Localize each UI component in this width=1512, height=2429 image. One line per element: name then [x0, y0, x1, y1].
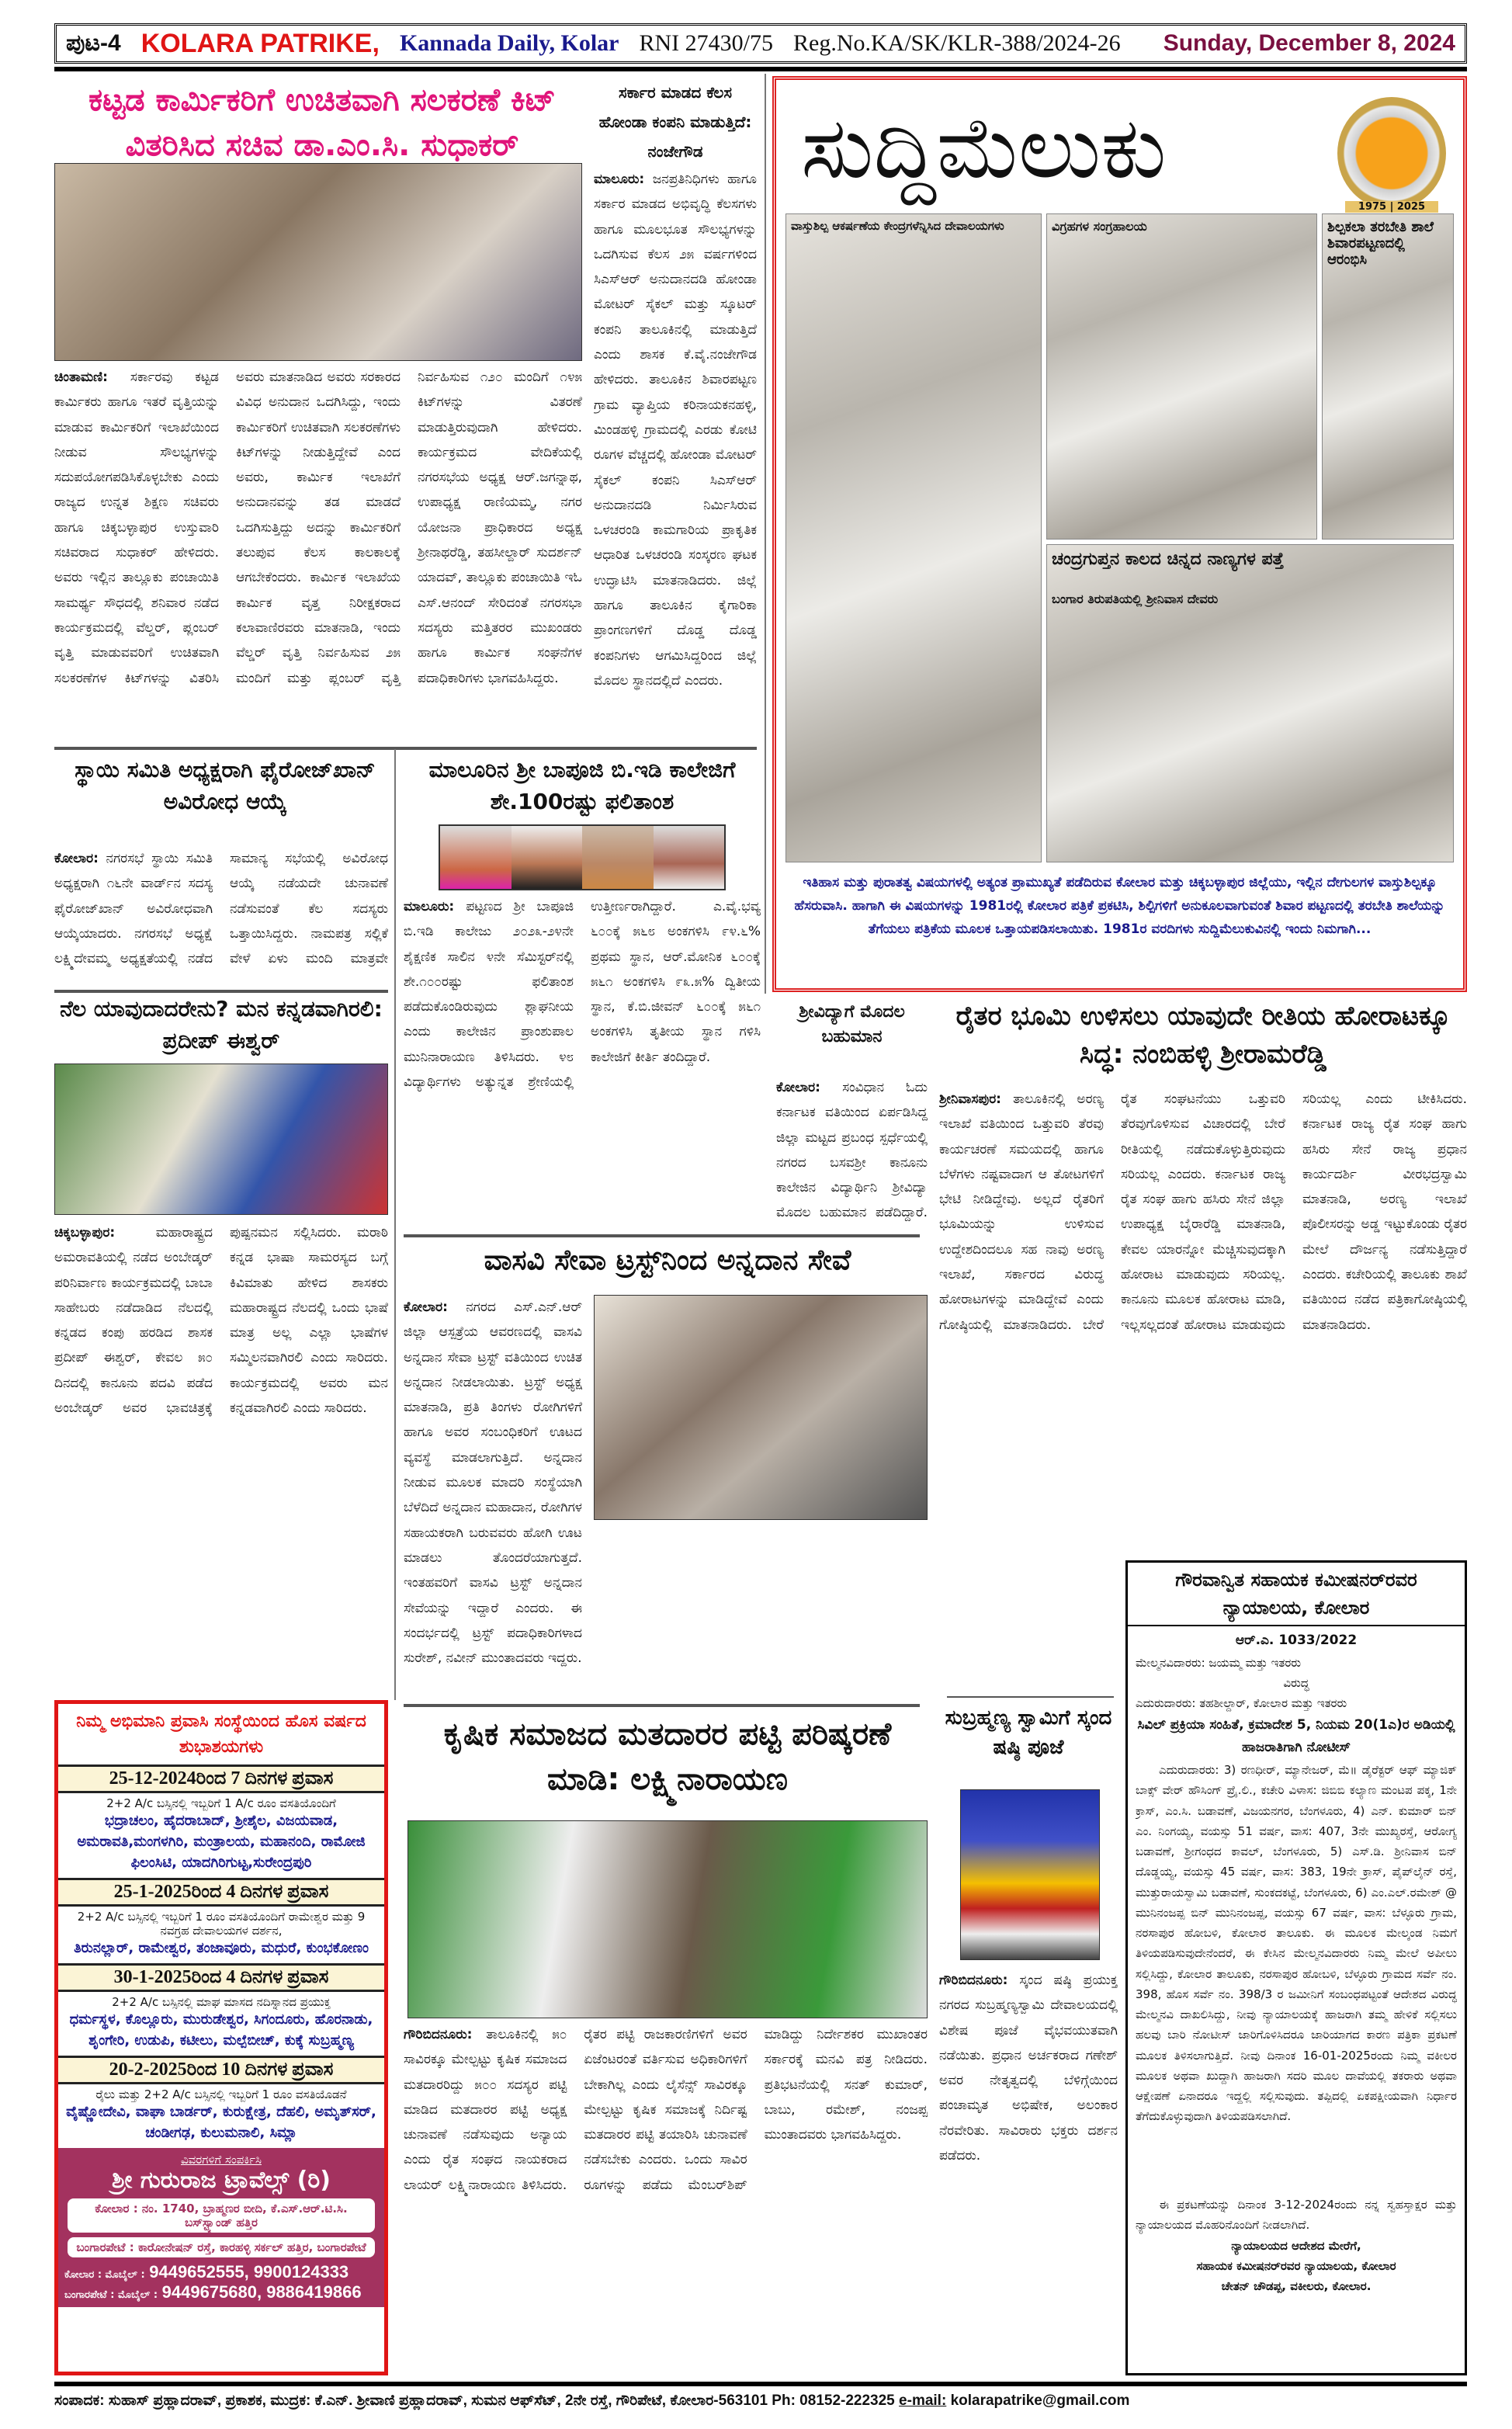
court-notice: [1125, 1560, 1467, 2375]
story6-body-left: [404, 1295, 582, 1691]
story9-dateline: ಗೌರಿಬಿದನೂರು:: [404, 2027, 473, 2042]
tour-date: 20-2-2025ರಿಂದ 10 ದಿನಗಳ ಪ್ರವಾಸ: [58, 2056, 384, 2084]
email-label: e-mail:: [899, 2393, 947, 2409]
story10-dateline: ಗೌರಿಬಿದನೂರು:: [939, 1973, 1008, 1988]
tour-desc: 2+2 A/c ಬಸ್ಸಿನಲ್ಲಿ ಇಬ್ಬರಿಗೆ 1 ರೂಂ ವಸತಿಯೊಂದಿಗೆ ರಾಮೇಶ್ವರ ಮತ್ತು 9 ನವಗ್ರಹ ದೇವಾಲಯಗಳ ದರ್ಶನ,: [77, 1910, 366, 1938]
paper-subtitle: Kannada Daily, Kolar: [399, 30, 619, 56]
student-photo: [512, 826, 583, 889]
story2-text: ಜನಪ್ರತಿನಿಧಿಗಳು ಹಾಗೂ ಸರ್ಕಾರ ಮಾಡದ ಅಭಿವೃದ್ಧಿ ಕೆಲಸಗಳು ಹಾಗೂ ಮೂಲಭೂತ ಸೌಲಭ್ಯಗಳನ್ನು ಒದಗಿಸುವ ಕೆಲಸ ೨೫ ವರ್ಷಗಳಿಂದ ಸಿಎಸ್‌ಆರ್ ಅನುದಾನದಡಿ ಹೋಂಡಾ ಮೋಟರ್ ಸೈಕಲ್ ಮತ್ತು ಸ್ಕೂಟರ್ ಕಂಪನಿ ತಾಲೂಕಿನಲ್ಲಿ ಮಾಡುತ್ತಿದೆ ಎಂದು ಶಾಸಕ ಕೆ.ವೈ.ನಂಜೇಗೌಡ ಹೇಳಿದರು. ತಾಲೂಕಿನ ಶಿವಾರಪಟ್ಟಣ ಗ್ರಾಮ ವ್ಯಾಪ್ತಿಯ ಕರಿನಾಯಕನಹಳ್ಳಿ, ಮಿಂಡಹಳ್ಳಿ ಗ್ರಾಮದಲ್ಲಿ ಎರಡು ಕೋಟಿ ರೂಗಳ ವೆಚ್ಚದಲ್ಲಿ ಹೋಂಡಾ ಮೋಟರ್ ಸೈಕಲ್ ಕಂಪನಿ ಸಿಎಸ್‌ಆರ್ ಅನುದಾನದಡಿ ನಿರ್ಮಿಸಿರುವ ಒಳಚರಂಡಿ ಕಾಮಗಾರಿಯ ಪ್ರಾಕೃತಿಕ ಆಧಾರಿತ ಒಳಚರಂಡಿ ಸಂಸ್ಕರಣ ಘಟಕ ಉದ್ಘಾಟಿಸಿ ಮಾತನಾಡಿದರು. ಜಿಲ್ಲೆ ಹಾಗೂ ತಾಲೂಕಿನ ಕೈಗಾರಿಕಾ ಪ್ರಾಂಗಣಗಳಿಗೆ ದೊಡ್ಡ ದೊಡ್ಡ ಕಂಪನಿಗಳು ಆಗಮಿಸಿದ್ದರಿಂದ ಜಿಲ್ಲೆ ಮೊದಲ ಸ್ಥಾನದಲ್ಲಿದೆ ಎಂದರು.: [594, 172, 757, 689]
section-rule: [404, 1234, 920, 1237]
story10-body: [939, 1968, 1118, 2372]
story10-headline: ಸುಬ್ರಹ್ಮಣ್ಯ ಸ್ವಾಮಿಗೆ ಸ್ಕಂದ ಷಷ್ಠಿ ಪೂಜೆ: [945, 1706, 1112, 1759]
paper-name: KOLARA PATRIKE,: [140, 28, 380, 58]
student-photo: [440, 826, 512, 889]
story5-body: [54, 1220, 388, 1686]
company-name: ಶ್ರೀ ಗುರುರಾಜ ಟ್ರಾವೆಲ್ಸ್ (ರಿ): [112, 2167, 331, 2194]
tour-date: 25-1-2025ರಿಂದ 4 ದಿನಗಳ ಪ್ರವಾಸ: [58, 1878, 384, 1907]
section-rule: [947, 1696, 1114, 1698]
tour-desc: ರೈಲು ಮತ್ತು 2+2 A/c ಬಸ್ಸಿನಲ್ಲಿ ಇಬ್ಬರಿಗೆ 1 ರೂಂ ವಸತಿಯೊಡನೆ: [95, 2087, 347, 2101]
tour-date: 30-1-2025ರಿಂದ 4 ದಿನಗಳ ಪ್ರವಾಸ: [58, 1963, 384, 1992]
student-photo: [582, 826, 654, 889]
notice-advocate: ಚೇತನ್ ಚೌಡಪ್ಪ, ವಕೀಲರು, ಕೋಲಾರ.: [1221, 2279, 1372, 2293]
story5-photo: [54, 1064, 388, 1215]
story4-headline: ಮಾಲೂರಿನ ಶ್ರೀ ಬಾಪೂಜಿ ಬಿ.ಇಡಿ ಕಾಲೇಜಿಗೆ ಶೇ.100ರಷ್ಟು ಫಲಿತಾಂಶ: [428, 757, 736, 814]
suddi-melukku-box: [772, 76, 1467, 992]
phone-numbers[interactable]: 9449675680, 9886419866: [161, 2282, 362, 2302]
story8-body: [939, 1087, 1467, 1553]
clipping-gold-coins-title: ಚಂದ್ರಗುಪ್ತನ ಕಾಲದ ಚಿನ್ನದ ನಾಣ್ಯಗಳ ಪತ್ತೆ: [1052, 550, 1285, 569]
respondents: ಎದುರುದಾರರು: ತಹಶೀಲ್ದಾರ್, ಕೋಲಾರ ಮತ್ತು ಇತರರು: [1136, 1696, 1347, 1711]
clipping-idols: ವಿಗ್ರಹಗಳ ಸಂಗ್ರಹಾಲಯ: [1046, 213, 1317, 540]
case-number: ಆರ್.ಎ. 1033/2022: [1235, 1633, 1358, 1648]
phone-label: ಬಂಗಾರಪೇಟೆ : ಮೊಬೈಲ್ :: [64, 2289, 158, 2301]
page-number: ಪುಟ-4: [66, 30, 121, 56]
column-divider: [394, 749, 396, 1700]
notice-issued: ಈ ಪ್ರಕಟಣೆಯನ್ನು ದಿನಾಂಕ 3-12-2024ರಂದು ನನ್ನ ಸ್ವಹಸ್ತಾಕ್ಷರ ಮತ್ತು ನ್ಯಾಯಾಲಯದ ಮೊಹರಿನೊಂದಿಗೆ ನೀಡಲಾಗಿದೆ.: [1136, 2198, 1457, 2233]
story6-dateline: ಕೋಲಾರ:: [404, 1300, 448, 1315]
story3-body: [54, 846, 388, 986]
story5-headline: ನೆಲ ಯಾವುದಾದರೇನು? ಮನ ಕನ್ನಡವಾಗಿರಲಿ: ಪ್ರದೀಪ್ ಈಶ್ವರ್: [60, 996, 383, 1053]
story2-headline: ಸರ್ಕಾರ ಮಾಡದ ಕೆಲಸ ಹೋಂಡಾ ಕಂಪನಿ ಮಾಡುತ್ತಿದೆ: ನಂಜೇಗೌಡ: [598, 83, 752, 161]
story1-text: ಸರ್ಕಾರವು ಕಟ್ಟಡ ಕಾರ್ಮಿಕರು ಹಾಗೂ ಇತರೆ ವೃತ್ತಿಯನ್ನು ಮಾಡುವ ಕಾರ್ಮಿಕರಿಗೆ ಇಲಾಖೆಯಿಂದ ನೀಡುವ ಸೌಲಭ್ಯಗಳನ್ನು ಸದುಪಯೋಗಪಡಿಸಿಕೊಳ್ಳಬೇಕು ಎಂದು ರಾಜ್ಯದ ಉನ್ನತ ಶಿಕ್ಷಣ ಸಚಿವರು ಹಾಗೂ ಚಿಕ್ಕಬಳ್ಳಾಪುರ ಉಸ್ತುವಾರಿ ಸಚಿವರಾದ ಸುಧಾಕರ್ ಹೇಳಿದರು. ಅವರು ಇಲ್ಲಿನ ತಾಲ್ಲೂಕು ಪಂಚಾಯಿತಿ ಸಾಮರ್ಥ್ಯ ಸೌಧದಲ್ಲಿ ಶನಿವಾರ ನಡೆದ ಕಾರ್ಯಕ್ರಮದಲ್ಲಿ ವೆಲ್ಡರ್, ಪ್ಲಂಬರ್ ವೃತ್ತಿ ಮಾಡುವವರಿಗೆ ಉಚಿತವಾಗಿ ಸಲಕರಣೆಗಳ ಕಿಟ್‌ಗಳನ್ನು ವಿತರಿಸಿ ಅವರು ಮಾತನಾಡಿದ ಅವರು ಸರಕಾರದ ವಿವಿಧ ಅನುದಾನ ಒದಗಿಸಿದ್ದು, ಇಂದು ಕಾರ್ಮಿಕರಿಗೆ ಉಚಿತವಾಗಿ ಸಲಕರಣೆಗಳು ಕಿಟ್‌ಗಳನ್ನು ನೀಡುತ್ತಿದ್ದೇವೆ ಎಂದ ಅವರು, ಕಾರ್ಮಿಕ ಇಲಾಖೆಗೆ ಅನುದಾನವನ್ನು ತಡ ಮಾಡದೆ ಒದಗಿಸುತ್ತಿದ್ದು ಅದನ್ನು ಕಾರ್ಮಿಕರಿಗೆ ತಲುಪುವ ಕೆಲಸ ಕಾಲಕಾಲಕ್ಕೆ ಆಗಬೇಕೆಂದರು. ಕಾರ್ಮಿಕ ಇಲಾಖೆಯ ಕಾರ್ಮಿಕ ವೃತ್ತ ನಿರೀಕ್ಷಕರಾದ ಕಲಾವಾಣಿರವರು ಮಾತನಾಡಿ, ಇಂದು ವೆಲ್ಡರ್ ವೃತ್ತಿ ನಿರ್ವಹಿಸುವ ೨೫ ಮಂದಿಗೆ ಮತ್ತು ಪ್ಲಂಬರ್ ವೃತ್ತಿ ನಿರ್ವಹಿಸುವ ೧೨೦ ಮಂದಿಗೆ ೧೪೫ ಕಿಟ್‌ಗಳನ್ನು ವಿತರಣೆ ಮಾಡುತ್ತಿರುವುದಾಗಿ ಹೇಳಿದರು. ಕಾರ್ಯಕ್ರಮದ ವೇದಿಕೆಯಲ್ಲಿ ನಗರಸಭೆಯ ಅಧ್ಯಕ್ಷ ಆರ್.ಜಗನ್ನಾಥ, ಉಪಾಧ್ಯಕ್ಷ ರಾಣಿಯಮ್ಮ, ನಗರ ಯೋಜನಾ ಪ್ರಾಧಿಕಾರದ ಅಧ್ಯಕ್ಷ ಶ್ರೀನಾಥರೆಡ್ಡಿ, ತಹಸೀಲ್ದಾರ್ ಸುದರ್ಶನ್ ಯಾದವ್, ತಾಲ್ಲೂಕು ಪಂಚಾಯಿತಿ ಇಓ ಎಸ್.ಆನಂದ್ ಸೇರಿದಂತೆ ನಗರಸಭಾ ಸದಸ್ಯರು ಮತ್ತಿತರರ ಮುಖಂಡರು ಹಾಗೂ ಕಾರ್ಮಿಕ ಸಂಘನೆಗಳ ಪದಾಧಿಕಾರಿಗಳು ಭಾಗವಹಿಸಿದ್ದರು.: [54, 370, 582, 686]
column-divider: [765, 74, 766, 994]
travel-title: ನಿಮ್ಮ ಅಭಿಮಾನಿ ಪ್ರವಾಸಿ ಸಂಸ್ಥೆಯಿಂದ ಹೊಸ ವರ್ಷದ ಶುಭಾಶಯಗಳು: [76, 1712, 366, 1757]
story7-dateline: ಕೋಲಾರ:: [776, 1080, 820, 1095]
story7-text: ಸಂವಿಧಾನ ಓದು ಕರ್ನಾಟಕ ವತಿಯಿಂದ ಏರ್ಪಡಿಸಿದ್ದ ಜಿಲ್ಲಾ ಮಟ್ಟದ ಪ್ರಬಂಧ ಸ್ಪರ್ಧೆಯಲ್ಲಿ ನಗರದ ಬಸವಶ್ರೀ ಕಾನೂನು ಕಾಲೇಜಿನ ವಿದ್ಯಾರ್ಥಿನಿ ಶ್ರೀವಿದ್ಯಾ ಮೊದಲ ಬಹುಮಾನ ಪಡೆದಿದ್ದಾರೆ.: [776, 1080, 928, 1221]
story1-dateline: ಚಿಂತಾಮಣಿ:: [54, 370, 108, 385]
clipping-tirupati-title: ಬಂಗಾರ ತಿರುಪತಿಯಲ್ಲಿ ಶ್ರೀನಿವಾಸ ದೇವರು: [1052, 592, 1219, 606]
masthead-rule: [54, 67, 1467, 71]
travel-advertisement: [54, 1700, 388, 2375]
clipping-gold-coins: [1046, 544, 1454, 862]
student-photo: [654, 826, 725, 889]
phone-label: ಕೋಲಾರ : ಮೊಬೈಲ್ :: [64, 2269, 145, 2281]
story2-body: [594, 167, 757, 741]
story2-dateline: ಮಾಲೂರು:: [594, 172, 645, 187]
tour-date: 25-12-2024ರಿಂದ 7 ದಿನಗಳ ಪ್ರವಾಸ: [58, 1764, 384, 1793]
appellants: ಮೇಲ್ಮನವಿದಾರರು: ಜಯಮ್ಮ ಮತ್ತು ಇತರರು: [1136, 1655, 1301, 1670]
story3-headline: ಸ್ಥಾಯಿ ಸಮಿತಿ ಅಧ್ಯಕ್ಷರಾಗಿ ಫೈರೋಜ್‌ಖಾನ್ ಅವಿರೋಧ ಆಯ್ಕೆ: [75, 757, 376, 814]
student-photos: [439, 824, 726, 890]
story6-headline: ವಾಸವಿ ಸೇವಾ ಟ್ರಸ್ಟ್‌ನಿಂದ ಅನ್ನದಾನ ಸೇವೆ: [484, 1244, 851, 1276]
story10-text: ಸ್ಕಂದ ಷಷ್ಠಿ ಪ್ರಯುಕ್ತ ನಗರದ ಸುಬ್ರಹ್ಮಣ್ಯಸ್ವಾಮಿ ದೇವಾಲಯದಲ್ಲಿ ವಿಶೇಷ ಪೂಜೆ ವೈಭವಯುತವಾಗಿ ನಡೆಯಿತು. ಪ್ರಧಾನ ಅರ್ಚಕರಾದ ಗಣೇಶ್ ಅವರ ನೇತೃತ್ವದಲ್ಲಿ ಬೆಳಿಗ್ಗೆಯಿಂದ ಪಂಚಾಮೃತ ಅಭಿಷೇಕ, ಅಲಂಕಾರ ನೆರವೇರಿತು. ಸಾವಿರಾರು ಭಕ್ತರು ದರ್ಶನ ಪಡೆದರು.: [939, 1973, 1118, 2164]
notice-by-order: ನ್ಯಾಯಾಲಯದ ಆದೇಶದ ಮೇರೆಗೆ,: [1231, 2238, 1361, 2253]
issue-date: Sunday, December 8, 2024: [1163, 30, 1455, 56]
story8-headline: ರೈತರ ಭೂಮಿ ಉಳಿಸಲು ಯಾವುದೇ ರೀತಿಯ ಹೋರಾಟಕ್ಕೂ ಸಿದ್ಧ: ನಂಬಿಹಳ್ಳಿ ಶ್ರೀರಾಮರೆಡ್ಡಿ: [955, 1001, 1451, 1070]
travel-contact-box: [58, 2148, 384, 2307]
section-rule: [54, 990, 388, 993]
address-kolar: ಕೋಲಾರ : ನಂ. 1740, ಬ್ರಾಹ್ಮಣರ ಬೀದಿ, ಕೆ.ಎಸ್.ಆರ್.ಟಿ.ಸಿ. ಬಸ್‌ಸ್ಟ್ಯಾಂಡ್ ಹತ್ತಿರ: [68, 2198, 375, 2233]
story7-body: [776, 1075, 928, 1230]
section-rule: [404, 1704, 920, 1707]
story10-photo: [960, 1789, 1100, 1960]
anniversary-logo: [1337, 97, 1446, 213]
tour-places: ಭದ್ರಾಚಲಂ, ಹೈದರಾಬಾದ್, ಶ್ರೀಶೈಲ, ವಿಜಯವಾಡ, ಅಮರಾವತಿ,ಮಂಗಳಗಿರಿ, ಮಂತ್ರಾಲಯ, ಮಹಾನಂದಿ, ರಾಮೋಜಿ ಫಿಲಂಸಿಟಿ, ಯಾದಗಿರಿಗುಟ್ಟ,ಸುರೇಂದ್ರಪುರಿ: [77, 1813, 366, 1871]
notice-body: ಎದುರುದಾರರು: 3) ರಣಧೀರ್, ಮ್ಯಾನೇಜರ್, ಮೆ॥ ಡೈರೆಕ್ಟರ್ ಆಫ್ ಮ್ಯಾಜಿಕ್ ಬಾಕ್ಸ್ ವೇರ್ ಹೌಸಿಂಗ್ ಪ್ರೈ.ಲಿ., ಕಚೇರಿ ವಿಳಾಸ: ಜಿಬಿಬಿ ಕಲ್ಯಾಣ ಮಂಟಪ ಪಕ್ಕ, 1ನೇ ಕ್ರಾಸ್, ಎಂ.ಸಿ. ಬಡಾವಣೆ, ವಿಜಯನಗರ, ಬೆಂಗಳೂರು, 4) ಎನ್. ಕುಮಾರ್ ಬಿನ್ ಎಂ. ನಿಂಗಯ್ಯ, ವಯಸ್ಸು 51 ವರ್ಷ, ವಾಸ: 407, 3ನೇ ಮುಖ್ಯರಸ್ತೆ, ಆರೋಗ್ಯ ಬಡಾವಣೆ, ಶ್ರೀಗಂಧದ ಕಾವಲ್, ಬೆಂಗಳೂರು, 5) ಎಸ್.ಡಿ. ಶ್ರೀನಿವಾಸ ಬಿನ್ ದೊಡ್ಡಯ್ಯ, ವಯಸ್ಸು 45 ವರ್ಷ, ವಾಸ: 383, 19ನೇ ಕ್ರಾಸ್, ಪೈಪ್‌ಲೈನ್ ರಸ್ತೆ, ಮುತ್ತುರಾಯಸ್ವಾಮಿ ಬಡಾವಣೆ, ಸುಂಕದಕಟ್ಟೆ, ಬೆಂಗಳೂರು, 6) ಎಂ.ಎಲ್.ರಮೇಶ್ @ ಮುನಿನಂಜಪ್ಪ ಬಿನ್ ಮುನಿನಂಜಪ್ಪ, ವಯಸ್ಸು 67 ವರ್ಷ, ವಾಸ: ಬೆಳ್ಳೂರು ಗ್ರಾಮ, ನರಸಾಪುರ ಹೋಬಳಿ, ಕೋಲಾರ ತಾಲೂಕು. ಈ ಮೂಲಕ ಮೇಲ್ಕಂಡ ನಿಮಗೆ ತಿಳಿಯಪಡಿಸುವುದೇನೆಂದರೆ, ಈ ಕೇಸಿನ ಮೇಲ್ಮನವಿದಾರರು ನಿಮ್ಮ ಮೇಲೆ ಅಪೀಲು ಸಲ್ಲಿಸಿದ್ದು, ಕೋಲಾರ ತಾಲೂಕು, ನರಸಾಪುರ ಹೋಬಳಿ, ಬೆಳ್ಳೂರು ಗ್ರಾಮದ ಸರ್ವೆ ನಂ. 398, ಹೊಸ ಸರ್ವೆ ನಂ. 398/3 ರ ಜಮೀನಿಗೆ ಸಂಬಂಧಪಟ್ಟಂತೆ ಆದೇಶದ ವಿರುದ್ಧ ಮೇಲ್ಮನವಿ ದಾಖಲಿಸಿದ್ದು, ನೀವು ನ್ಯಾಯಾಲಯಕ್ಕೆ ಹಾಜರಾಗಿ ತಮ್ಮ ಹೇಳಿಕೆ ಸಲ್ಲಿಸಲು ಹಲವು ಬಾರಿ ನೋಟೀಸ್ ಜಾರಿಗೊಳಿಸಿದರೂ ಜಾರಿಯಾಗದ ಕಾರಣ ಪತ್ರಿಕಾ ಪ್ರಕಟಣೆ ಮೂಲಕ ತಿಳಿಸಲಾಗುತ್ತಿದೆ. ನೀವು ದಿನಾಂಕ 16-01-2025ರಂದು ನಿಮ್ಮ ವಕೀಲರ ಮೂಲಕ ಅಥವಾ ಖುದ್ದಾಗಿ ಹಾಜರಾಗಿ ಸದರಿ ಮೂಲ ದಾವೆಯಲ್ಲಿ ತಕರಾರು ಅಥವಾ ಆಕ್ಷೇಪಣೆ ಏನಾದರೂ ಇದ್ದಲ್ಲಿ ಸಲ್ಲಿಸುವುದು. ತಪ್ಪಿದಲ್ಲಿ ಏಕಪಕ್ಷೀಯವಾಗಿ ನಿರ್ಧಾರ ತೆಗೆದುಕೊಳ್ಳುವುದಾಗಿ ತಿಳಿಯಪಡಿಸಲಾಗಿದೆ.: [1136, 1763, 1457, 2124]
story4-dateline: ಮಾಲೂರು:: [404, 899, 455, 914]
clipping-temples: ವಾಸ್ತುಶಿಲ್ಪ ಆಕರ್ಷಣೆಯ ಕೇಂದ್ರಗಳೆನ್ನಿಸಿದ ದೇವಾಲಯಗಳು: [785, 213, 1042, 862]
story9-photo: [407, 1820, 928, 2018]
story8-dateline: ಶ್ರೀನಿವಾಸಪುರ:: [939, 1091, 1001, 1107]
versus: ವಿರುದ್ಧ: [1283, 1676, 1309, 1690]
suddi-melukku-title: ಸುದ್ದಿಮೆಲುಕು: [801, 98, 1167, 197]
contact-label: ವಿವರಗಳಿಗೆ ಸಂಪರ್ಕಿಸಿ: [181, 2153, 262, 2167]
story9-text: ತಾಲೂಕಿನಲ್ಲಿ ೫೦ ಸಾವಿರಕ್ಕೂ ಮೇಲ್ಪಟ್ಟು ಕೃಷಿಕ ಸಮಾಜದ ಮತದಾರರಿದ್ದು ೫೦೦ ಸದಸ್ಯರ ಪಟ್ಟಿ ಮಾಡಿದ ಮತದಾರರ ಪಟ್ಟಿ ಅಧ್ಯಕ್ಷ ಚುನಾವಣೆ ನಡೆಸುವುದು ಅನ್ಯಾಯ ಎಂದು ರೈತ ಸಂಘದ ನಾಯಕರಾದ ಲಾಯರ್ ಲಕ್ಷ್ಮಿನಾರಾಯಣ ತಿಳಿಸಿದರು. ರೈತರ ಪಟ್ಟಿ ರಾಜಕಾರಣಿಗಳಿಗೆ ಅವರ ಏಜೆಂಟರಂತೆ ವರ್ತಿಸುವ ಅಧಿಕಾರಿಗಳಿಗೆ ಬೇಕಾಗಿಲ್ಲ ಎಂದು ಲೈಸೆನ್ಸ್ ಸಾವಿರಕ್ಕೂ ಮೇಲ್ಪಟ್ಟು ಕೃಷಿಕ ಸಮಾಜಕ್ಕೆ ನಿರ್ದಿಷ್ಟ ಮತದಾರರ ಪಟ್ಟಿ ತಯಾರಿಸಿ ಚುನಾವಣೆ ನಡೆಸಬೇಕು ಎಂದರು. ಒಂದು ಸಾವಿರ ರೂಗಳನ್ನು ಪಡೆದು ಮೆಂಬರ್‌ಶಿಪ್ ಮಾಡಿದ್ದು ನಿರ್ದೇಶಕರ ಮುಖಾಂತರ ಸರ್ಕಾರಕ್ಕೆ ಮನವಿ ಪತ್ರ ನೀಡಿದರು. ಪ್ರತಿಭಟನೆಯಲ್ಲಿ ಸನತ್ ಕುಮಾರ್, ಬಾಬು, ರಮೇಶ್, ನಂಜಪ್ಪ ಮುಂತಾದವರು ಭಾಗವಹಿಸಿದ್ದರು.: [404, 2027, 928, 2193]
story1-photo: [54, 163, 582, 361]
story9-body: [404, 2022, 928, 2372]
story3-dateline: ಕೋಲಾರ:: [54, 851, 99, 866]
story3-text: ನಗರಸಭೆ ಸ್ಥಾಯಿ ಸಮಿತಿ ಅಧ್ಯಕ್ಷರಾಗಿ ೧೬ನೇ ವಾರ್ಡ್‌ನ ಸದಸ್ಯ ಫೈರೋಜ್‌ಖಾನ್ ಅವಿರೋಧವಾಗಿ ಆಯ್ಕೆಯಾದರು. ನಗರಸಭೆ ಅಧ್ಯಕ್ಷೆ ಲಕ್ಷ್ಮಿದೇವಮ್ಮ ಅಧ್ಯಕ್ಷತೆಯಲ್ಲಿ ನಡೆದ ಸಾಮಾನ್ಯ ಸಭೆಯಲ್ಲಿ ಅವಿರೋಧ ಆಯ್ಕೆ ನಡೆಯದೇ ಚುನಾವಣೆ ನಡೆಸುವಂತೆ ಕೆಲ ಸದಸ್ಯರು ಒತ್ತಾಯಿಸಿದ್ದರು. ನಾಮಪತ್ರ ಸಲ್ಲಿಕೆ ವೇಳೆ ಏಳು ಮಂದಿ ಮಾತ್ರವೇ: [54, 851, 388, 967]
rni: RNI 27430/75: [639, 30, 773, 56]
story7-headline: ಶ್ರೀವಿದ್ಯಾಗೆ ಮೊದಲ ಬಹುಮಾನ: [799, 1002, 905, 1046]
story4-text: ಪಟ್ಟಣದ ಶ್ರೀ ಬಾಪೂಜಿ ಬಿ.ಇಡಿ ಕಾಲೇಜು ೨೦೨೩-೨೪ನೇ ಶೈಕ್ಷಣಿಕ ಸಾಲಿನ ೪ನೇ ಸೆಮಿಸ್ಟರ್‌ನಲ್ಲಿ ಶೇ.೧೦೦ರಷ್ಟು ಫಲಿತಾಂಶ ಪಡೆದುಕೊಂಡಿರುವುದು ಶ್ಲಾಘನೀಯ ಎಂದು ಕಾಲೇಜಿನ ಪ್ರಾಂಶುಪಾಲ ಮುನಿನಾರಾಯಣ ತಿಳಿಸಿದರು. ೪೮ ವಿದ್ಯಾರ್ಥಿಗಳು ಅತ್ಯುನ್ನತ ಶ್ರೇಣಿಯಲ್ಲಿ ಉತ್ತೀರ್ಣರಾಗಿದ್ದಾರೆ. ಎ.ವೈ.ಭವ್ಯ ೬೦೦ಕ್ಕೆ ೫೬೮ ಅಂಕಗಳಿಸಿ ೯೪.೬% ಪ್ರಥಮ ಸ್ಥಾನ, ಆರ್.ಮೋನಿಕ ೬೦೦ಕ್ಕೆ ೫೬೧ ಅಂಕಗಳಿಸಿ ೯೩.೫% ದ್ವಿತೀಯ ಸ್ಥಾನ, ಕೆ.ಬಿ.ಜೀವನ್ ೬೦೦ಕ್ಕೆ ೫೬೧ ಅಂಕಗಳಿಸಿ ತೃತೀಯ ಸ್ಥಾನ ಗಳಿಸಿ ಕಾಲೇಜಿಗೆ ಕೀರ್ತಿ ತಂದಿದ್ದಾರೆ.: [404, 899, 761, 1091]
reg-no: Reg.No.KA/SK/KLR-388/2024-26: [793, 30, 1121, 56]
story1-body: [54, 365, 582, 741]
logo-years: 1975 | 2025: [1345, 201, 1438, 213]
story9-headline: ಕೃಷಿಕ ಸಮಾಜದ ಮತದಾರರ ಪಟ್ಟಿ ಪರಿಷ್ಕರಣೆ ಮಾಡಿ: ಲಕ್ಷ್ಮಿನಾರಾಯಣ: [443, 1716, 892, 1797]
masthead: [54, 23, 1467, 64]
story6-photo: [594, 1295, 928, 1520]
story8-text: ತಾಲೂಕಿನಲ್ಲಿ ಅರಣ್ಯ ಇಲಾಖೆ ವತಿಯಿಂದ ಒತ್ತುವರಿ ತೆರವು ಕಾರ್ಯಚರಣೆ ಸಮಯದಲ್ಲಿ ಹಾಗೂ ಬೆಳೆಗಳು ನಷ್ಟವಾದಾಗ ಆ ತೋಟಗಳಿಗೆ ಭೇಟಿ ನೀಡಿದ್ದೇವು. ಅಲ್ಲದೆ ರೈತರಿಗೆ ಭೂಮಿಯನ್ನು ಉಳಿಸುವ ಉದ್ದೇಶದಿಂದಲೂ ಸಹ ನಾವು ಅರಣ್ಯ ಇಲಾಖೆ, ಸರ್ಕಾರದ ವಿರುದ್ಧ ಹೋರಾಟಗಳನ್ನು ಮಾಡಿದ್ದೇವೆ ಎಂದು ಗೋಷ್ಠಿಯಲ್ಲಿ ಮಾತನಾಡಿದರು. ಬೇರೆ ರೈತ ಸಂಘಟನೆಯು ಒತ್ತುವರಿ ತೆರವುಗೊಳಿಸುವ ವಿಚಾರದಲ್ಲಿ ಬೇರೆ ರೀತಿಯಲ್ಲಿ ನಡೆದುಕೊಳ್ಳುತ್ತಿರುವುದು ಸರಿಯಲ್ಲ ಎಂದರು. ಕರ್ನಾಟಕ ರಾಜ್ಯ ರೈತ ಸಂಘ ಹಾಗು ಹಸಿರು ಸೇನೆ ಜಿಲ್ಲಾ ಉಪಾಧ್ಯಕ್ಷ ಬೈರಾರೆಡ್ಡಿ ಮಾತನಾಡಿ, ಕೇವಲ ಯಾರನ್ನೋ ಮೆಚ್ಚಿಸುವುದಕ್ಕಾಗಿ ಹೋರಾಟ ಮಾಡುವುದು ಸರಿಯಲ್ಲ. ಕಾನೂನು ಮೂಲಕ ಹೋರಾಟ ಮಾಡಿ, ಇಲ್ಲಸಲ್ಲದಂತೆ ಹೋರಾಟ ಮಾಡುವುದು ಸರಿಯಲ್ಲ ಎಂದು ಟೀಕಿಸಿದರು. ಕರ್ನಾಟಕ ರಾಜ್ಯ ರೈತ ಸಂಘ ಹಾಗು ಹಸಿರು ಸೇನೆ ರಾಜ್ಯ ಪ್ರಧಾನ ಕಾರ್ಯದರ್ಶಿ ವೀರಭದ್ರಸ್ವಾಮಿ ಮಾತನಾಡಿ, ಅರಣ್ಯ ಇಲಾಖೆ ಪೊಲೀಸರನ್ನು ಅಡ್ಡ ಇಟ್ಟುಕೊಂಡು ರೈತರ ಮೇಲೆ ದೌರ್ಜನ್ಯ ನಡೆಸುತ್ತಿದ್ದಾರೆ ಎಂದರು. ಕಚೇರಿಯಲ್ಲಿ ತಾಲೂಕು ಶಾಖೆ ವತಿಯಿಂದ ನಡೆದ ಪತ್ರಿಕಾಗೋಷ್ಠಿಯಲ್ಲಿ ಮಾತನಾಡಿದರು.: [939, 1091, 1467, 1333]
story5-dateline: ಚಿಕ್ಕಬಳ್ಳಾಪುರ:: [54, 1225, 116, 1241]
imprint-text: ಸಂಪಾದಕ: ಸುಹಾಸ್ ಪ್ರಹ್ಲಾದರಾವ್, ಪ್ರಕಾಶಕ, ಮುದ್ರಕ: ಕೆ.ಎನ್. ಶ್ರೀವಾಣಿ ಪ್ರಹ್ಲಾದರಾವ್, ಸುಮನ ಆಫ್‌ಸೆಟ್, 2ನೇ ರಸ್ತೆ, ಗೌರಿಪೇಟೆ, ಕೋಲಾರ-563101 Ph: 08152-222325: [54, 2393, 895, 2409]
notice-court: ಸಹಾಯಕ ಕಮೀಷನರ್‌ರವರ ನ್ಯಾಯಾಲಯ, ಕೋಲಾರ: [1196, 2258, 1396, 2273]
story5-text: ಮಹಾರಾಷ್ಟ್ರದ ಅಮರಾವತಿಯಲ್ಲಿ ನಡೆದ ಅಂಬೇಡ್ಕರ್ ಪರಿನಿರ್ವಾಣ ಕಾರ್ಯಕ್ರಮದಲ್ಲಿ ಬಾಬಾ ಸಾಹೇಬರು ನಡೆದಾಡಿದ ನೆಲದಲ್ಲಿ ಕನ್ನಡದ ಕಂಪು ಹರಡಿದ ಶಾಸಕ ಪ್ರದೀಪ್ ಈಶ್ವರ್, ಕೇವಲ ೫೦ ದಿನದಲ್ಲಿ ಕಾನೂನು ಪದವಿ ಪಡೆದ ಅಂಬೇಡ್ಕರ್ ಅವರ ಭಾವಚಿತ್ರಕ್ಕೆ ಪುಷ್ಪನಮನ ಸಲ್ಲಿಸಿದರು. ಮರಾಠಿ ಕನ್ನಡ ಭಾಷಾ ಸಾಮರಸ್ಯದ ಬಗ್ಗೆ ಕಿವಿಮಾತು ಹೇಳಿದ ಶಾಸಕರು ಮಹಾರಾಷ್ಟ್ರದ ನೆಲದಲ್ಲಿ ಒಂದು ಭಾಷೆ ಮಾತ್ರ ಅಲ್ಲ ಎಲ್ಲಾ ಭಾಷೆಗಳ ಸಮ್ಮಿಲನವಾಗಿರಲಿ ಎಂದು ಸಾರಿದರು. ಕಾರ್ಯಕ್ರಮದಲ್ಲಿ ಅವರು ಮನ ಕನ್ನಡವಾಗಿರಲಿ ಎಂದು ಸಾರಿದರು.: [54, 1225, 388, 1417]
footer-imprint: [54, 2382, 1467, 2410]
tour-desc: 2+2 A/c ಬಸ್ಸಿನಲ್ಲಿ ಇಬ್ಬರಿಗೆ 1 A/c ರೂಂ ವಸತಿಯೊಂದಿಗೆ: [106, 1796, 336, 1810]
address-bangarpet: ಬಂಗಾರಪೇಟೆ : ಕಾರೋನೇಷನ್ ರಸ್ತೆ, ಕಾರಹಳ್ಳಿ ಸರ್ಕಲ್ ಹತ್ತಿರ, ಬಂಗಾರಪೇಟೆ: [68, 2237, 375, 2257]
notice-subject: ಸಿವಿಲ್ ಪ್ರಕ್ರಿಯಾ ಸಂಹಿತೆ, ಕ್ರಮಾದೇಶ 5, ನಿಯಮ 20(1ಎ)ರ ಅಡಿಯಲ್ಲಿ ಹಾಜರಾತಿಗಾಗಿ ನೋಟೀಸ್: [1137, 1716, 1455, 1756]
story4-body: [404, 894, 761, 1236]
tour-places: ವೈಷ್ಣೋದೇವಿ, ವಾಘಾ ಬಾರ್ಡರ್, ಕುರುಕ್ಷೇತ್ರ, ದೆಹಲಿ, ಅಮೃತ್‌ಸರ್, ಚಂಡೀಗಢ, ಕುಲುಮನಾಲಿ, ಸಿಮ್ಲಾ: [66, 2104, 376, 2141]
tour-places: ತಿರುನಲ್ಲಾರ್, ರಾಮೇಶ್ವರ, ತಂಜಾವೂರು, ಮಧುರೆ, ಕುಂಭಕೋಣಂ: [74, 1940, 369, 1956]
clipping-sculpture-school: ಶಿಲ್ಪಕಲಾ ತರಬೇತಿ ಶಾಲೆ ಶಿವಾರಪಟ್ಟಣದಲ್ಲಿ ಆರಂಭಿಸಿ: [1322, 213, 1454, 540]
phone-numbers[interactable]: 9449652555, 9900124333: [149, 2262, 349, 2282]
tour-desc: 2+2 A/c ಬಸ್ಸಿನಲ್ಲಿ ಮಾಘ ಮಾಸದ ನದಿಸ್ನಾನದ ಪ್ರಯುಕ್ತ: [112, 1995, 331, 2009]
story6-text: ನಗರದ ಎಸ್.ಎನ್.ಆರ್ ಜಿಲ್ಲಾ ಆಸ್ಪತ್ರೆಯ ಆವರಣದಲ್ಲಿ ವಾಸವಿ ಅನ್ನದಾನ ಸೇವಾ ಟ್ರಸ್ಟ್ ವತಿಯಿಂದ ಉಚಿತ ಅನ್ನದಾನ ನೀಡಲಾಯಿತು. ಟ್ರಸ್ಟ್ ಅಧ್ಯಕ್ಷ ಮಾತನಾಡಿ, ಪ್ರತಿ ತಿಂಗಳು ರೋಗಿಗಳಿಗೆ ಹಾಗೂ ಅವರ ಸಂಬಂಧಿಕರಿಗೆ ಊಟದ ವ್ಯವಸ್ಥೆ ಮಾಡಲಾಗುತ್ತಿದೆ. ಅನ್ನದಾನ ನೀಡುವ ಮೂಲಕ ಮಾದರಿ ಸಂಸ್ಥೆಯಾಗಿ ಬೆಳೆದಿದೆ ಅನ್ನದಾನ ಮಹಾದಾನ, ರೋಗಿಗಳ ಸಹಾಯಕರಾಗಿ ಬರುವವರು ಹೋಗಿ ಊಟ ಮಾಡಲು ತೊಂದರೆಯಾಗುತ್ತದೆ. ಇಂತಹವರಿಗೆ ವಾಸವಿ ಟ್ರಸ್ಟ್ ಅನ್ನದಾನ ಸೇವೆಯನ್ನು ಇದ್ದಾರೆ ಎಂದರು. ಈ ಸಂದರ್ಭದಲ್ಲಿ ಟ್ರಸ್ಟ್ ಪದಾಧಿಕಾರಿಗಳಾದ ಸುರೇಶ್, ನವೀನ್ ಮುಂತಾದವರು ಇದ್ದರು.: [404, 1300, 582, 1667]
section-rule: [54, 747, 757, 750]
story1-headline: ಕಟ್ಟಡ ಕಾರ್ಮಿಕರಿಗೆ ಉಚಿತವಾಗಿ ಸಲಕರಣೆ ಕಿಟ್ ವಿತರಿಸಿದ ಸಚಿವ ಡಾ.ಎಂ.ಸಿ. ಸುಧಾಕರ್: [88, 82, 556, 163]
tour-places: ಧರ್ಮಸ್ಥಳ, ಕೊಲ್ಲೂರು, ಮುರುಡೇಶ್ವರ, ಸಿಗಂದೂರು, ಹೊರನಾಡು, ಶೃಂಗೇರಿ, ಉಡುಪಿ, ಕಟೀಲು, ಮಲ್ಪೆಬೀಚ್, ಕುಕ್ಕೆ ಸುಬ್ರಹ್ಮಣ್ಯ: [69, 2011, 373, 2049]
notice-title: ಗೌರವಾನ್ವಿತ ಸಹಾಯಕ ಕಮೀಷನರ್‌ರವರ ನ್ಯಾಯಾಲಯ, ಕೋಲಾರ: [1128, 1563, 1465, 1626]
phone-bangarpet: [64, 2282, 378, 2302]
phone-kolar: [64, 2262, 378, 2282]
email-link[interactable]: kolarapatrike@gmail.com: [950, 2393, 1130, 2409]
suddi-caption: ಇತಿಹಾಸ ಮತ್ತು ಪುರಾತತ್ವ ವಿಷಯಗಳಲ್ಲಿ ಅತ್ಯಂತ ಪ್ರಾಮುಖ್ಯತೆ ಪಡೆದಿರುವ ಕೋಲಾರ ಮತ್ತು ಚಿಕ್ಕಬಳ್ಳಾಪುರ ಜಿಲ್ಲೆಯು, ಇಲ್ಲಿನ ದೇಗುಲಗಳ ವಾಸ್ತುಶಿಲ್ಪಕ್ಕೂ ಹೆಸರುವಾಸಿ. ಹಾಗಾಗಿ ಈ ವಿಷಯಗಳನ್ನು 1981ರಲ್ಲಿ ಕೋಲಾರ ಪತ್ರಿಕೆ ಪ್ರಕಟಿಸಿ, ಶಿಲ್ಪಿಗಳಿಗೆ ಅನುಕೂಲವಾಗುವಂತೆ ಶಿವಾರ ಪಟ್ಟಣದಲ್ಲಿ ತರಬೇತಿ ಶಾಲೆಯನ್ನು ತೆಗೆಯಲು ಪತ್ರಿಕೆಯ ಮೂಲಕ ಒತ್ತಾಯಪಡಿಸಲಾಯಿತು. 1981ರ ವರದಿಗಳು ಸುದ್ದಿಮೆಲುಕುವಿನಲ್ಲಿ ಇಂದು ನಿಮಗಾಗಿ...: [794, 875, 1445, 937]
